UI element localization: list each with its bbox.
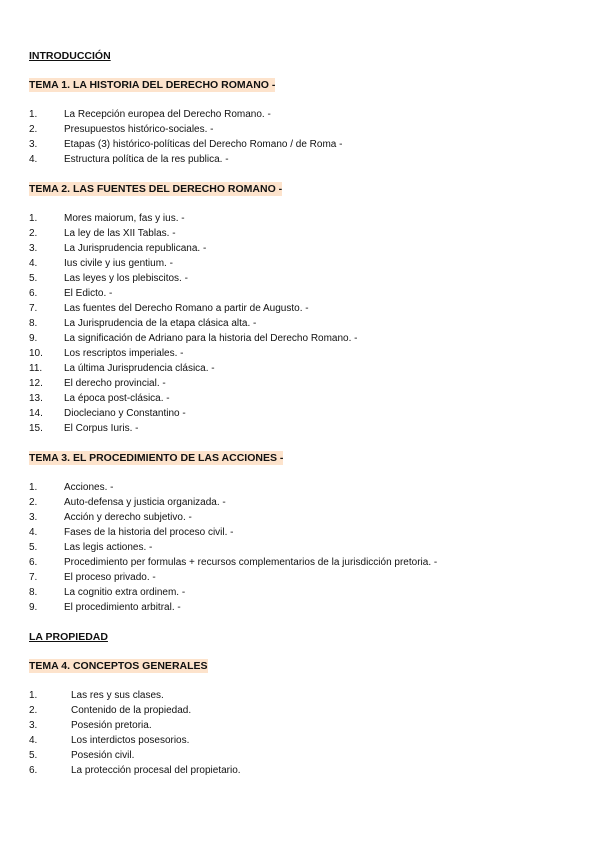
list-item (29, 718, 580, 733)
list-item-text: La Jurisprudencia de la etapa clásica alta. - (64, 318, 257, 329)
tema-4-list (29, 688, 580, 778)
list-item-text: El procedimiento arbitral. - (64, 602, 181, 613)
section-title-propiedad: LA PROPIEDAD (29, 631, 108, 643)
list-item-text: Diocleciano y Constantino - (64, 408, 186, 419)
list-item-text: Las res y sus clases. (71, 690, 164, 701)
list-item (29, 391, 580, 406)
list-item-text: Acciones. - (64, 482, 114, 493)
list-item (29, 331, 580, 346)
list-item-number: 3. (29, 243, 38, 254)
tema-1-list (29, 107, 580, 167)
list-item (29, 226, 580, 241)
list-item-number: 4. (29, 735, 38, 746)
list-item (29, 495, 580, 510)
list-item-text: La Jurisprudencia republicana. - (64, 243, 207, 254)
list-item-number: 5. (29, 273, 38, 284)
list-item-number: 9. (29, 602, 38, 613)
list-item-text: Acción y derecho subjetivo. - (64, 512, 192, 523)
list-item-number: 2. (29, 228, 38, 239)
list-item-number: 4. (29, 154, 38, 165)
list-item (29, 600, 580, 615)
tema-2-list (29, 211, 580, 436)
list-item-text: Las legis actiones. - (64, 542, 153, 553)
list-item-text: Procedimiento per formulas + recursos complementarios de la jurisdicción pretoria. - (64, 557, 438, 568)
list-item (29, 763, 580, 778)
list-item (29, 525, 580, 540)
list-item-number: 7. (29, 303, 38, 314)
list-item-number: 3. (29, 512, 38, 523)
list-item (29, 152, 580, 167)
tema-3-title-text: TEMA 3. EL PROCEDIMIENTO DE LAS ACCIONES (29, 452, 277, 464)
list-item (29, 585, 580, 600)
list-item-text: La época post-clásica. - (64, 393, 170, 404)
tema-3-title-suffix: - (276, 452, 284, 464)
list-item-number: 3. (29, 720, 38, 731)
list-item (29, 286, 580, 301)
list-item (29, 376, 580, 391)
tema-4-title-text: TEMA 4. CONCEPTOS GENERALES (29, 660, 208, 672)
list-item-number: 15. (29, 423, 43, 434)
list-item (29, 748, 580, 763)
list-item (29, 301, 580, 316)
list-item (29, 555, 580, 570)
list-item-text: Los rescriptos imperiales. - (64, 348, 184, 359)
tema-1-title-suffix: - (268, 79, 276, 91)
list-item-number: 6. (29, 765, 38, 776)
list-item-text: La significación de Adriano para la historia del Derecho Romano. - (64, 333, 358, 344)
list-item-number: 5. (29, 542, 38, 553)
list-item-text: Posesión civil. (71, 750, 135, 761)
list-item-number: 1. (29, 213, 38, 224)
list-item-number: 1. (29, 109, 38, 120)
list-item-text: El Corpus Iuris. - (64, 423, 139, 434)
list-item-number: 8. (29, 587, 38, 598)
list-item-text: Posesión pretoria. (71, 720, 152, 731)
list-item-number: 13. (29, 393, 43, 404)
list-item (29, 241, 580, 256)
list-item-text: Etapas (3) histórico-políticas del Derecho Romano / de Roma - (64, 139, 343, 150)
list-item (29, 703, 580, 718)
list-item-number: 6. (29, 288, 38, 299)
list-item-number: 2. (29, 497, 38, 508)
tema-2-title (29, 182, 580, 196)
list-item (29, 510, 580, 525)
list-item-text: Estructura política de la res publica. - (64, 154, 229, 165)
list-item-number: 14. (29, 408, 43, 419)
list-item-number: 7. (29, 572, 38, 583)
list-item-number: 12. (29, 378, 43, 389)
list-item (29, 361, 580, 376)
list-item (29, 256, 580, 271)
list-item (29, 316, 580, 331)
list-item (29, 570, 580, 585)
tema-1-title-text: TEMA 1. LA HISTORIA DEL DERECHO ROMANO (29, 79, 269, 91)
list-item-text: Mores maiorum, fas y ius. - (64, 213, 185, 224)
list-item-number: 1. (29, 482, 38, 493)
list-item-text: Fases de la historia del proceso civil. - (64, 527, 234, 538)
list-item-text: Las fuentes del Derecho Romano a partir de Augusto. - (64, 303, 309, 314)
list-item-number: 4. (29, 258, 38, 269)
list-item-text: Auto-defensa y justicia organizada. - (64, 497, 226, 508)
list-item-text: La ley de las XII Tablas. - (64, 228, 176, 239)
list-item (29, 137, 580, 152)
list-item-number: 10. (29, 348, 43, 359)
list-item-number: 8. (29, 318, 38, 329)
list-item (29, 480, 580, 495)
list-item-text: Presupuestos histórico-sociales. - (64, 124, 214, 135)
tema-4-title (29, 659, 580, 673)
list-item-number: 2. (29, 705, 38, 716)
list-item (29, 271, 580, 286)
list-item-number: 9. (29, 333, 38, 344)
list-item-number: 2. (29, 124, 38, 135)
list-item-number: 5. (29, 750, 38, 761)
list-item-text: El Edicto. - (64, 288, 113, 299)
list-item-text: La protección procesal del propietario. (71, 765, 241, 776)
list-item-text: Ius civile y ius gentium. - (64, 258, 173, 269)
list-item-text: Contenido de la propiedad. (71, 705, 192, 716)
list-item (29, 540, 580, 555)
tema-1-title (29, 78, 580, 92)
section-title-introduccion: INTRODUCCIÓN (29, 50, 111, 62)
tema-2-title-suffix: - (275, 183, 283, 195)
list-item-number: 6. (29, 557, 38, 568)
list-item-text: Los interdictos posesorios. (71, 735, 190, 746)
list-item-text: El derecho provincial. - (64, 378, 166, 389)
list-item-text: La Recepción europea del Derecho Romano. - (64, 109, 271, 120)
list-item-number: 11. (29, 363, 43, 374)
list-item-text: La última Jurisprudencia clásica. - (64, 363, 215, 374)
list-item-number: 1. (29, 690, 38, 701)
list-item-text: Las leyes y los plebiscitos. - (64, 273, 188, 284)
list-item (29, 122, 580, 137)
list-item (29, 406, 580, 421)
list-item-text: El proceso privado. - (64, 572, 156, 583)
list-item (29, 346, 580, 361)
list-item-number: 3. (29, 139, 38, 150)
list-item (29, 107, 580, 122)
tema-3-title (29, 451, 580, 465)
tema-3-list (29, 480, 580, 615)
list-item (29, 688, 580, 703)
list-item (29, 733, 580, 748)
list-item-text: La cognitio extra ordinem. - (64, 587, 186, 598)
list-item (29, 421, 580, 436)
list-item (29, 211, 580, 226)
list-item-number: 4. (29, 527, 38, 538)
tema-2-title-text: TEMA 2. LAS FUENTES DEL DERECHO ROMANO (29, 183, 276, 195)
